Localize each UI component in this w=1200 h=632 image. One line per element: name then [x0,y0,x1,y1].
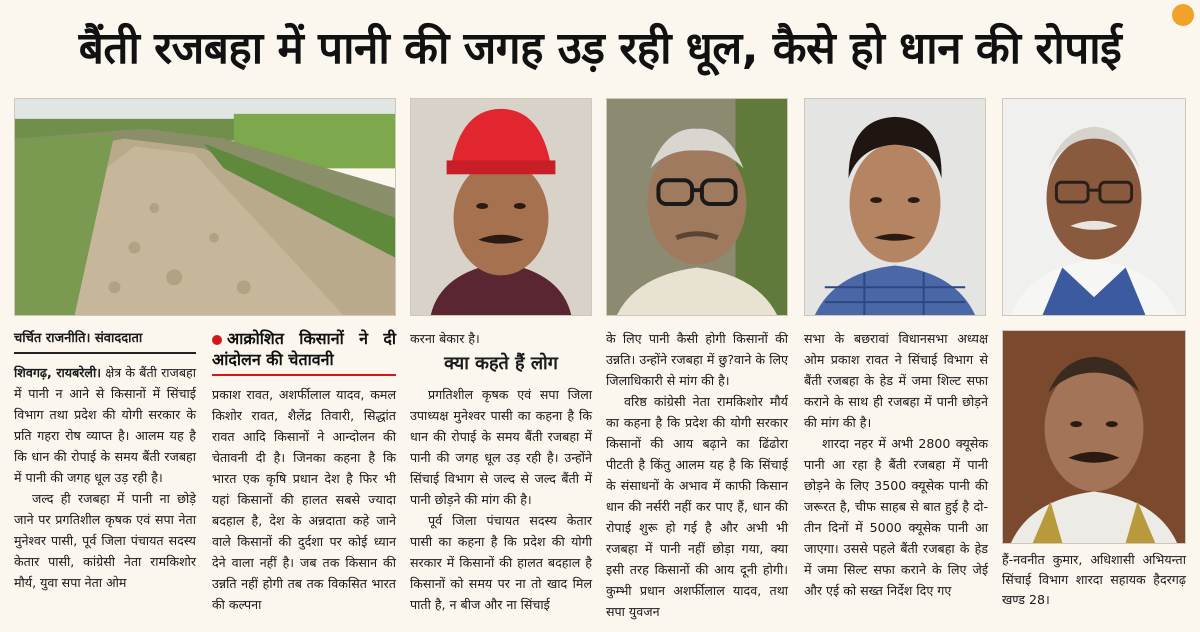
subhead-what-people-say: क्या कहते हैं लोग [444,353,558,374]
subhead-warning: आक्रोशित किसानों ने दी आंदोलन की चेतावनी [212,328,396,376]
photo-man-mustache [1002,330,1186,544]
column-1 [14,328,196,593]
photo-man-red-cap [410,98,592,316]
photo-man-glasses [606,98,788,316]
col1-paragraph-2: जल्द ही रजबहा में पानी ना छोड़े जाने पर प्रगतिशील कृषक एवं सपा नेता मुनेश्वर पासी, पूर्व जिला पंचायत सदस्य केतार पासी, कांग्रेसी नेता रामकिशोर मौर्य, युवा सपा नेता ओम [14,491,196,590]
col4-paragraph-1: के लिए पानी कैसी होगी किसानों की उन्नति। उन्होंने रजबहा में छु?वाने के लिए जिलाधिकारी से मांग की है। [606,331,788,388]
col3-lead: करना बेकार है। [410,331,480,346]
photo-caption: हैं-नवनीत कुमार, अधिशासी अभियन्ता सिंचाई विभाग शारदा सहायक हैदरगढ़ खण्ड 28। [1002,552,1186,607]
photo-elder-glasses [1002,98,1186,316]
col3-paragraph-1: प्रगतिशील कृषक एवं सपा जिला उपाध्यक्ष मुनेश्वर पासी का कहना है कि धान की रोपाई के समय बैंती रजबहा में पानी की जगह धूल उड़ रही है। उन्होंने सिंचाई विभाग से जल्द से जल्द बैंती में पानी छोड़ने की मांग की है। [410,387,592,507]
col3-paragraph-2: पूर्व जिला पंचायत सदस्य केतार पासी का कहना है कि प्रदेश की योगी सरकार में किसानों की हालत बदहाल है किसानों को समय पर ना तो खाद मिल पाती है, न बीज और ना सिंचाई [410,513,592,612]
dateline: शिवगढ़, रायबरेली। [14,365,102,380]
col1-paragraph-1: क्षेत्र के बैंती राजबहा में पानी न आने से किसानों में सिंचाई विभाग तथा प्रदेश की योगी सरकार के प्रति गहरा रोष व्याप्त है। आलम यह है कि धान की रोपाई के समय बैंती रजबहा में पानी की जगह धूल उड़ रही है। [14,365,196,485]
byline: चर्चित राजनीति। संवाददाता [14,328,196,354]
column-5 [804,328,988,601]
col5-paragraph-2: शारदा नहर में अभी 2800 क्यूसेक पानी आ रहा है बैंती रजबहा में पानी छोड़ने के लिए 3500 क्यूसेक पानी की जरूरत है, चीफ साहब से बात हुई है दो-तीन दिनों में 5000 क्यूसेक पानी आ जाएगा। उससे पहले बैंती रजबहा के हेड में जमा सिल्ट सफा कराने के लिए जेई और एई को सख्त निर्देश दिए गए [804,436,988,598]
column-3 [410,328,592,615]
column-4 [606,328,788,622]
headline: बैंती रजबहा में पानी की जगह उड़ रही धूल, कैसे हो धान की रोपाई [78,23,1122,74]
col4-paragraph-2: वरिष्ठ कांग्रेसी नेता रामकिशोर मौर्य का कहना है कि प्रदेश की योगी सरकार किसानों की आय बढ़ाने का ढिंढोरा पीटती है किंतु आलम यह है कि सिंचाई के संसाधनों के अभाव में काफी किसान धान की नर्सरी नहीं कर पाए हैं, धान की रोपाई शुरू हो गई है और अभी भी रजबहा में पानी नहीं छोड़ा गया, क्या इसी तरह किसानों की आय दूनी होगी। कुम्भी प्रधान अशर्फीलाल यादव, तथा सपा युवजन [606,394,788,619]
column-2 [212,328,396,615]
col5-paragraph-1: सभा के बछरावां विधानसभा अध्यक्ष ओम प्रकाश रावत ने सिंचाई विभाग से बैंती रजबहा के हेड में जमा शिल्ट सफा कराने के साथ ही रजबहा में पानी छोड़ने की मांग की है। [804,331,988,430]
photo-dry-canal [14,98,396,316]
col2-paragraph-1: प्रकाश रावत, अशर्फीलाल यादव, कमल किशोर रावत, शैलेंद्र तिवारी, सिद्धांत रावत आदि किसानों ने आन्दोलन की चेतावनी दी है। जिनका कहना है कि भारत एक कृषि प्रधान देश है फिर भी यहां किसानों की हालत सबसे ज्यादा बदहाल है, देश के अन्नदाता कहे जाने वाले किसानों की दुर्दशा पर कोई ध्यान देने वाला नहीं है। जब तक किसान की उन्नति नहीं होगी तब तक विकसित भारत की कल्पना [212,387,396,612]
red-bullet-icon [212,335,222,345]
photo-young-man [804,98,986,316]
